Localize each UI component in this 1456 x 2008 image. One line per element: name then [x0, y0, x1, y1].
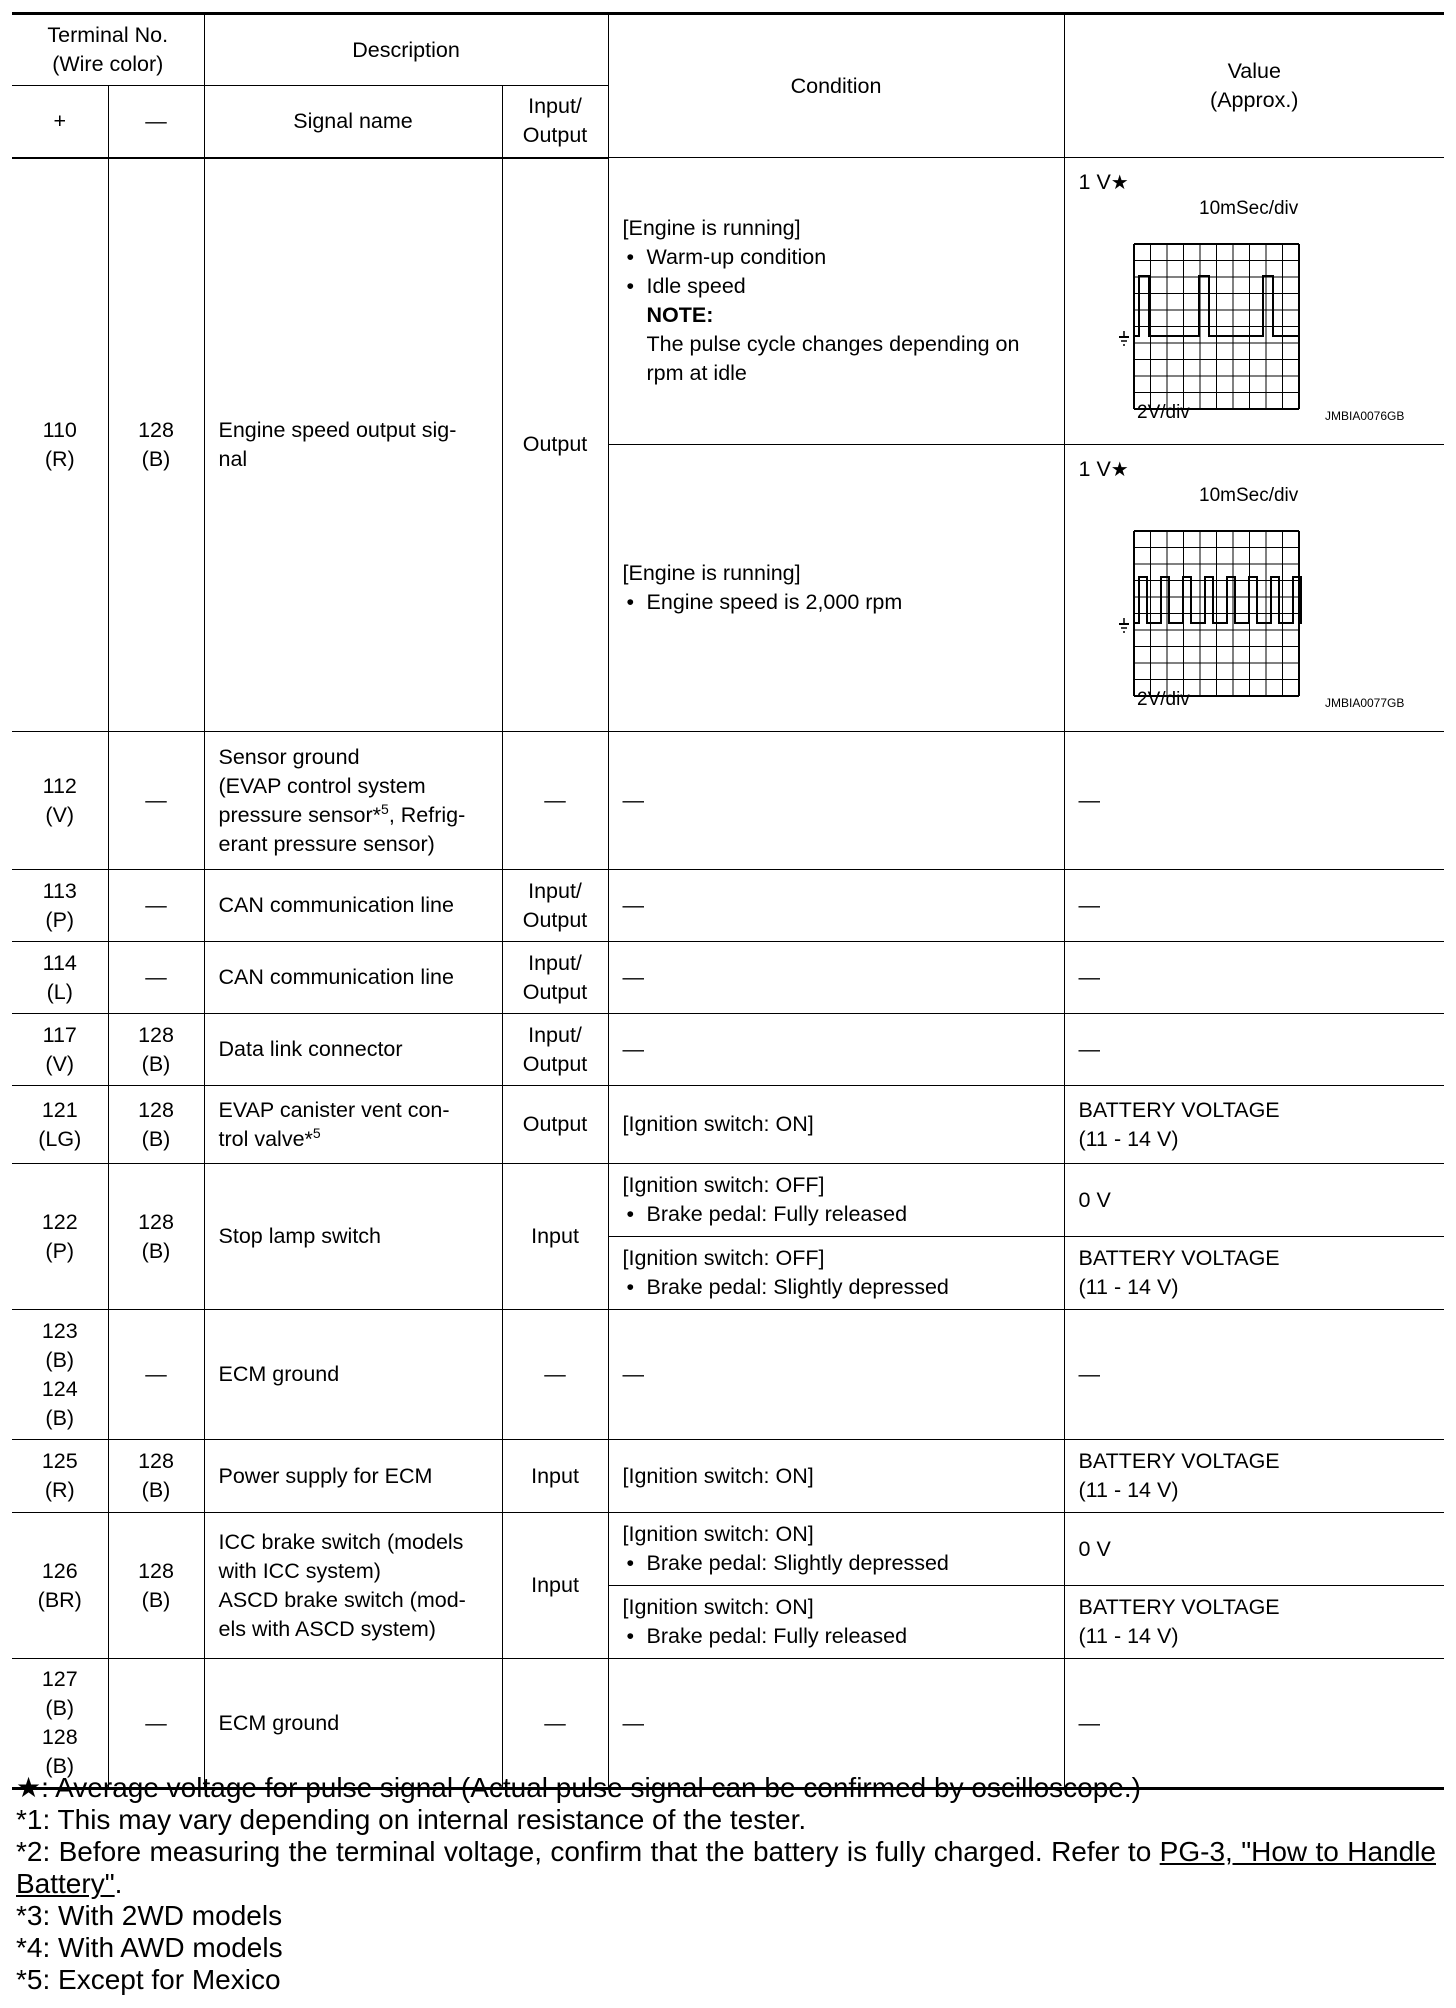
- oscilloscope-graphic: [1079, 485, 1429, 715]
- signal-name: CAN communication line: [204, 942, 502, 1014]
- value-scope-cell: [1064, 445, 1444, 732]
- scope-voltage: 1 V: [1078, 457, 1111, 481]
- table-row: [12, 870, 1444, 942]
- wire-color: (R): [44, 446, 75, 471]
- terminal-plus: [12, 1164, 108, 1310]
- value-cell: [1064, 1086, 1444, 1164]
- condition-bullet: • Idle speed: [623, 272, 1058, 301]
- ecm-terminal-table: [12, 12, 1444, 1790]
- wire-color: (B): [141, 1126, 171, 1151]
- footnote-5: *5: Except for Mexico: [16, 1964, 281, 1995]
- signal-line: nal: [218, 446, 248, 471]
- input-output: Input: [502, 1440, 608, 1513]
- header-value: [1064, 14, 1444, 158]
- wire-color: (B): [141, 1238, 171, 1263]
- signal-line: , Refrig-: [388, 802, 466, 827]
- wire-color: (B): [141, 1587, 171, 1612]
- condition-cell: —: [608, 732, 1064, 870]
- terminal-minus: [108, 1086, 204, 1164]
- oscilloscope-2: [1079, 485, 1435, 725]
- header-condition: Condition: [608, 14, 1064, 158]
- value-cell: 0 V: [1064, 1513, 1444, 1586]
- signal-line: (EVAP control system: [218, 773, 426, 798]
- value-line: BATTERY VOLTAGE: [1078, 1097, 1280, 1122]
- wire-color: (V): [45, 802, 75, 827]
- value-cell: 0 V: [1064, 1164, 1444, 1237]
- input-output: Output: [502, 158, 608, 732]
- pulse-waveform: [1134, 577, 1301, 623]
- wire-color: (BR): [37, 1587, 82, 1612]
- terminal-number: 123: [41, 1318, 78, 1343]
- io-line: Output: [522, 979, 588, 1004]
- value-line: (11 - 14 V): [1078, 1275, 1179, 1299]
- terminal-minus: [108, 1164, 204, 1310]
- terminal-plus: [12, 158, 108, 732]
- star-icon: ★: [1110, 459, 1129, 481]
- header-minus: —: [108, 86, 204, 158]
- condition-cell: —: [608, 1659, 1064, 1789]
- scope-grid: [1134, 531, 1299, 696]
- terminal-plus: [12, 1440, 108, 1513]
- condition-cell: [608, 1237, 1064, 1310]
- wire-color: (R): [44, 1478, 75, 1502]
- wire-color: (P): [45, 1238, 75, 1263]
- terminal-minus: [108, 1440, 204, 1513]
- terminal-number: 125: [41, 1449, 78, 1473]
- terminal-number: 128: [138, 1022, 174, 1047]
- signal-name: ECM ground: [204, 1659, 502, 1789]
- input-output: [502, 942, 608, 1014]
- signal-line: pressure sensor*: [218, 802, 382, 827]
- condition-cell: [608, 1513, 1064, 1586]
- signal-line: erant pressure sensor): [218, 831, 435, 856]
- value-scope-cell: [1064, 158, 1444, 445]
- figure-code: JMBIA0076GB: [1324, 409, 1404, 423]
- header-io-line2: Output: [522, 123, 588, 148]
- footnote-text: .: [114, 1868, 123, 1899]
- terminal-plus: [12, 732, 108, 870]
- input-output: [502, 1014, 608, 1086]
- condition-bullet: • Brake pedal: Slightly depressed: [623, 1273, 1058, 1302]
- condition-head: [Engine is running]: [622, 216, 801, 240]
- condition-cell: [608, 1586, 1064, 1659]
- terminal-plus: [12, 942, 108, 1014]
- value-line: BATTERY VOLTAGE: [1078, 1246, 1280, 1270]
- wire-color: (V): [45, 1051, 75, 1076]
- scope-grid: [1134, 244, 1299, 409]
- terminal-minus: —: [108, 870, 204, 942]
- pg-3-battery-link[interactable]: PG-3, "How to Handle Battery": [16, 1836, 1436, 1899]
- value-line: BATTERY VOLTAGE: [1078, 1595, 1280, 1619]
- value-line: (11 - 14 V): [1078, 1624, 1179, 1648]
- figure-code: JMBIA0077GB: [1324, 696, 1404, 710]
- condition-note-text: rpm at idle: [646, 361, 747, 385]
- wire-color: (B): [45, 1347, 75, 1372]
- wire-color: (B): [141, 446, 171, 471]
- volt-div-label: 2V/div: [1136, 402, 1190, 423]
- terminal-number: 114: [42, 950, 77, 975]
- header-input-output: [502, 86, 608, 158]
- signal-line: ICC brake switch (models: [218, 1529, 464, 1554]
- header-signal-name: Signal name: [204, 86, 502, 158]
- value-cell: —: [1064, 732, 1444, 870]
- signal-name: Stop lamp switch: [204, 1164, 502, 1310]
- oscilloscope-1: [1079, 198, 1435, 438]
- terminal-plus: [12, 1513, 108, 1659]
- wire-color: (B): [45, 1696, 75, 1720]
- terminal-plus: [12, 870, 108, 942]
- terminal-number: 121: [41, 1097, 78, 1122]
- scope-value: [1079, 168, 1435, 198]
- terminal-minus: [108, 1014, 204, 1086]
- value-cell: [1064, 1237, 1444, 1310]
- terminal-plus: [12, 1014, 108, 1086]
- header-description: Description: [204, 14, 608, 86]
- table-row: [12, 158, 1444, 445]
- condition-head: [Ignition switch: OFF]: [622, 1246, 825, 1270]
- signal-line: with ICC system): [218, 1558, 381, 1583]
- condition-head: [Ignition switch: OFF]: [622, 1173, 825, 1197]
- terminal-number: 128: [138, 1558, 174, 1583]
- signal-name: Power supply for ECM: [204, 1440, 502, 1513]
- table-row: [12, 1659, 1444, 1789]
- table-row: [12, 1164, 1444, 1237]
- footnote-text: : Average voltage for pulse signal (Actual pulse signal can be confirmed by oscilloscope.): [41, 1772, 1141, 1803]
- terminal-number: 122: [41, 1209, 78, 1234]
- terminal-plus: [12, 1086, 108, 1164]
- terminal-number: 128: [138, 1449, 174, 1473]
- signal-name: [204, 158, 502, 732]
- signal-line: EVAP canister vent con-: [218, 1097, 450, 1122]
- value-cell: —: [1064, 1310, 1444, 1440]
- io-line: Output: [522, 907, 588, 932]
- value-cell: —: [1064, 1659, 1444, 1789]
- terminal-minus: —: [108, 732, 204, 870]
- condition-cell: —: [608, 942, 1064, 1014]
- star-icon: ★: [1110, 172, 1129, 194]
- terminal-number: 117: [42, 1022, 77, 1047]
- scope-voltage: 1 V: [1078, 170, 1111, 194]
- terminal-plus: [12, 1310, 108, 1440]
- star-icon: ★: [16, 1772, 42, 1803]
- signal-name: CAN communication line: [204, 870, 502, 942]
- input-output: [502, 870, 608, 942]
- io-line: Output: [522, 1051, 588, 1076]
- header-wire-color-label: (Wire color): [52, 52, 164, 76]
- wire-color: (LG): [38, 1126, 82, 1151]
- signal-name: [204, 1086, 502, 1164]
- table-row: [12, 1310, 1444, 1440]
- header-terminal-no: [12, 14, 204, 86]
- table-row: [12, 732, 1444, 870]
- condition-cell: —: [608, 870, 1064, 942]
- terminal-number: 128: [138, 1209, 174, 1234]
- value-cell: —: [1064, 1014, 1444, 1086]
- condition-head: [Ignition switch: ON]: [622, 1595, 814, 1619]
- condition-bullet: • Brake pedal: Slightly depressed: [623, 1549, 1058, 1578]
- footnote-2: [16, 1836, 1436, 1900]
- io-line: Input/: [528, 950, 582, 975]
- condition-bullet: • Warm-up condition: [623, 243, 1058, 272]
- value-cell: [1064, 1440, 1444, 1513]
- terminal-number: 124: [41, 1376, 78, 1401]
- footnote-star: [16, 1772, 1436, 1804]
- header-row-1: [12, 14, 1444, 86]
- footnote-ref: 5: [312, 1124, 321, 1141]
- condition-note-text: The pulse cycle changes depending on: [646, 332, 1020, 356]
- value-line: (11 - 14 V): [1078, 1126, 1179, 1151]
- terminal-number: 128: [138, 417, 174, 442]
- terminal-minus: —: [108, 1659, 204, 1789]
- signal-line: Sensor ground: [218, 744, 360, 769]
- terminal-minus: [108, 158, 204, 732]
- terminal-minus: [108, 1513, 204, 1659]
- terminal-number: 128: [41, 1725, 78, 1749]
- oscilloscope-graphic: [1079, 198, 1429, 428]
- signal-line: Engine speed output sig-: [218, 417, 457, 442]
- signal-line: ASCD brake switch (mod-: [218, 1587, 466, 1612]
- header-plus: +: [12, 86, 108, 158]
- input-output: —: [502, 1310, 608, 1440]
- value-cell: —: [1064, 942, 1444, 1014]
- condition-cell: [608, 1164, 1064, 1237]
- header-approx-label: (Approx.): [1210, 88, 1299, 112]
- condition-cell: [608, 445, 1064, 732]
- condition-cell: [Ignition switch: ON]: [608, 1086, 1064, 1164]
- condition-bullet: • Brake pedal: Fully released: [623, 1200, 1058, 1229]
- terminal-number: 127: [41, 1667, 78, 1691]
- terminal-number: 110: [42, 417, 77, 442]
- header-value-label: Value: [1227, 59, 1281, 83]
- table-row: [12, 1513, 1444, 1586]
- table-row: [12, 1440, 1444, 1513]
- header-io-line1: Input/: [528, 94, 582, 119]
- footnote-ref: 5: [381, 800, 389, 817]
- condition-head: [Ignition switch: ON]: [622, 1522, 814, 1546]
- io-line: Input/: [528, 878, 582, 903]
- header-terminal-no-label: Terminal No.: [47, 23, 169, 47]
- scope-value: [1079, 455, 1435, 485]
- signal-line: els with ASCD system): [218, 1616, 436, 1641]
- input-output: Output: [502, 1086, 608, 1164]
- value-cell: —: [1064, 870, 1444, 942]
- table-row: [12, 1014, 1444, 1086]
- terminal-number: 128: [138, 1097, 174, 1122]
- terminal-minus: —: [108, 942, 204, 1014]
- input-output: —: [502, 1659, 608, 1789]
- volt-div-label: 2V/div: [1136, 689, 1190, 710]
- time-div-label: 10mSec/div: [1198, 198, 1298, 219]
- footnotes: [16, 1772, 1436, 1996]
- terminal-minus: —: [108, 1310, 204, 1440]
- condition-bullet: • Brake pedal: Fully released: [623, 1622, 1058, 1651]
- wire-color: (B): [45, 1754, 75, 1778]
- signal-line: trol valve*: [218, 1126, 313, 1151]
- table-row: [12, 942, 1444, 1014]
- wire-color: (B): [45, 1405, 75, 1430]
- io-line: Input/: [528, 1022, 582, 1047]
- ground-icon: [1119, 618, 1129, 632]
- input-output: Input: [502, 1513, 608, 1659]
- wire-color: (P): [45, 907, 75, 932]
- terminal-number: 113: [42, 878, 77, 903]
- wire-color: (L): [46, 979, 73, 1004]
- table-row: [12, 1086, 1444, 1164]
- signal-name: [204, 1513, 502, 1659]
- wire-color: (B): [141, 1051, 171, 1076]
- condition-cell: —: [608, 1014, 1064, 1086]
- input-output: Input: [502, 1164, 608, 1310]
- footnote-3: *3: With 2WD models: [16, 1900, 283, 1931]
- signal-name: Data link connector: [204, 1014, 502, 1086]
- condition-cell: —: [608, 1310, 1064, 1440]
- condition-bullet: • Engine speed is 2,000 rpm: [623, 588, 1058, 617]
- time-div-label: 10mSec/div: [1198, 485, 1298, 506]
- condition-head: [Engine is running]: [622, 561, 801, 585]
- terminal-number: 126: [41, 1558, 78, 1583]
- value-line: (11 - 14 V): [1078, 1478, 1179, 1502]
- input-output: —: [502, 732, 608, 870]
- footnote-1: *1: This may vary depending on internal resistance of the tester.: [16, 1804, 807, 1835]
- terminal-plus: [12, 1659, 108, 1789]
- footnote-4: *4: With AWD models: [16, 1932, 283, 1963]
- condition-cell: [Ignition switch: ON]: [608, 1440, 1064, 1513]
- footnote-text: *2: Before measuring the terminal voltage, confirm that the battery is fully charged. Refer to: [16, 1836, 1160, 1867]
- terminal-number: 112: [42, 773, 77, 798]
- wire-color: (B): [141, 1478, 171, 1502]
- condition-note-label: NOTE:: [646, 303, 714, 327]
- ground-icon: [1119, 331, 1129, 345]
- signal-name: [204, 732, 502, 870]
- signal-name: ECM ground: [204, 1310, 502, 1440]
- value-cell: [1064, 1586, 1444, 1659]
- value-line: BATTERY VOLTAGE: [1078, 1449, 1280, 1473]
- condition-cell: [608, 158, 1064, 445]
